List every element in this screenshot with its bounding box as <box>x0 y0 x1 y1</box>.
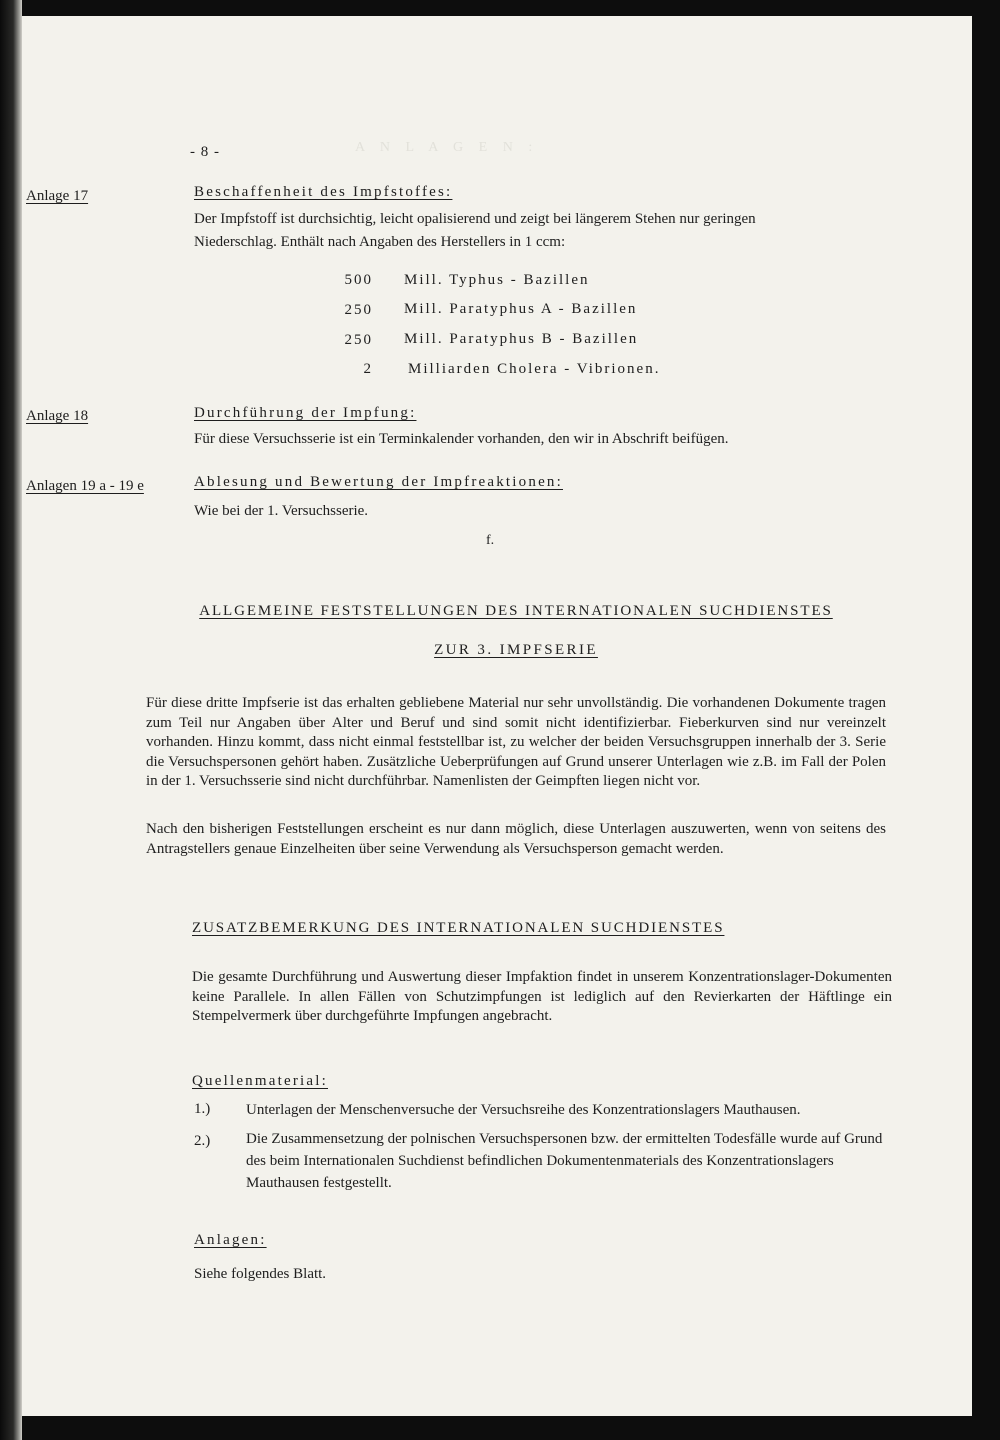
anlagen-heading: Anlagen: <box>194 1232 267 1248</box>
quellen-item-text: Unterlagen der Menschenversuche der Versuchsreihe des Konzentrationslagers Mauthausen. <box>246 1102 801 1118</box>
handwritten-mark: f. <box>486 533 495 548</box>
heading-impfstoff: Beschaffenheit des Impfstoffes: <box>194 184 453 200</box>
quellen-item-number: 2.) <box>194 1133 211 1149</box>
durchfuehrung-text: Für diese Versuchsserie ist ein Terminkalender vorhanden, den wir in Abschrift beifügen. <box>194 431 729 447</box>
impfstoff-text-line1: Der Impfstoff ist durchsichtig, leicht opalisierend und zeigt bei längerem Stehen nur geringen <box>194 211 756 227</box>
anlagen-text: Siehe folgendes Blatt. <box>194 1266 327 1282</box>
ablesung-text: Wie bei der 1. Versuchsserie. <box>194 503 369 519</box>
content-desc: Milliarden Cholera - Vibrionen. <box>408 361 661 377</box>
content-desc: Mill. Paratyphus A - Bazillen <box>404 301 638 317</box>
margin-label-anlage-18: Anlage 18 <box>26 408 89 424</box>
heading-ablesung: Ablesung und Bewertung der Impfreaktionen: <box>194 474 563 490</box>
content-amount: 2 <box>363 361 373 377</box>
impfstoff-text-line2: Niederschlag. Enthält nach Angaben des Herstellers in 1 ccm: <box>194 234 566 250</box>
quellen-heading: Quellenmaterial: <box>192 1073 328 1089</box>
allgemeine-paragraph-2: Nach den bisherigen Feststellungen erscheint es nur dann möglich, diese Unterlagen auszuwerten, wenn von seitens des Antragstellers genaue Einzelheiten über seine Verwendung als Versuchsperson gemacht werden. <box>146 821 886 857</box>
heading-durchfuehrung: Durchführung der Impfung: <box>194 405 417 421</box>
margin-label-anlage-17: Anlage 17 <box>26 188 89 204</box>
content-amount: 250 <box>344 332 373 348</box>
allgemeine-subtitle: ZUR 3. IMPFSERIE <box>434 642 598 658</box>
quellen-item-text: Die Zusammensetzung der polnischen Versuchspersonen bzw. der ermittelten Todesfälle wurde auf Grund des beim Internationalen Suchdienst befindlichen Dokumentenmaterials des Konzentrationslagers Mauthausen festgestellt. <box>246 1131 883 1191</box>
zusatz-title: ZUSATZBEMERKUNG DES INTERNATIONALEN SUCHDIENSTES <box>192 920 725 936</box>
margin-label-anlagen-19: Anlagen 19 a - 19 e <box>26 478 144 494</box>
content-desc: Mill. Typhus - Bazillen <box>404 272 590 288</box>
allgemeine-paragraph-1: Für diese dritte Impfserie ist das erhalten gebliebene Material nur sehr unvollständig. Die vorhandenen Dokumente tragen zum Teil nur Angaben über Alter und Beruf und sind somit nicht identifizierbar. Fieberkurven sind nur vereinzelt vorhanden. Hinzu kommt, dass nicht einmal feststellbar ist, zu welcher der beiden Versuchsgruppen innerhalb der 3. Serie die Versuchspersonen gehört haben. Zusätzliche Ueberprüfungen auf Grund unserer Unterlagen wie z.B. im Fall der Polen in der 1. Versuchsserie sind nicht durchführbar. Namenlisten der Geimpften liegen nicht vor. <box>146 695 886 789</box>
content-amount: 250 <box>344 302 373 318</box>
content-desc: Mill. Paratyphus B - Bazillen <box>404 331 639 347</box>
quellen-item-number: 1.) <box>194 1101 211 1117</box>
allgemeine-title: ALLGEMEINE FESTSTELLUNGEN DES INTERNATIONALEN SUCHDIENSTES <box>199 603 833 619</box>
bleed-through-heading: A N L A G E N : <box>355 140 539 155</box>
page-number: - 8 - <box>190 144 220 160</box>
content-amount: 500 <box>344 272 373 288</box>
binding-edge <box>0 0 22 1440</box>
zusatz-paragraph: Die gesamte Durchführung und Auswertung dieser Impfaktion findet in unserem Konzentrationslager-Dokumenten keine Parallele. In allen Fällen von Schutzimpfungen ist lediglich auf den Revierkarten der Häftlinge ein Stempelvermerk über durchgeführte Impfungen angebracht. <box>192 969 892 1024</box>
